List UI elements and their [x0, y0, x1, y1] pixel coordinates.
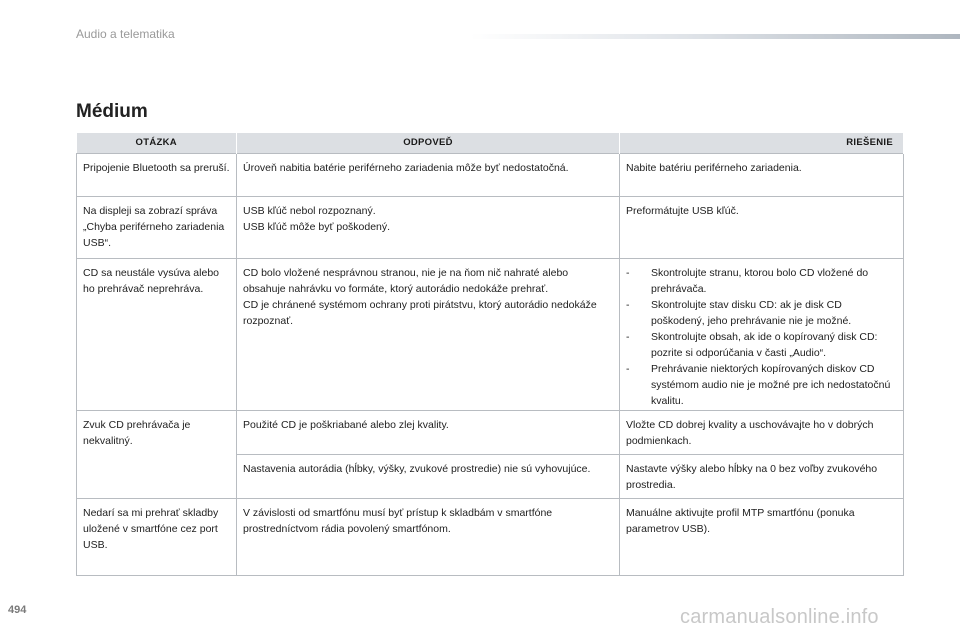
dash-marker: - [626, 299, 630, 311]
table-row [77, 197, 904, 259]
solution-cell: Nastavte výšky alebo hĺbky na 0 bez voľby zvukového prostredia. [620, 455, 904, 499]
header-divider [470, 34, 960, 39]
answer-text: Nastavenia autorádia (hĺbky, výšky, zvukové prostredie) nie sú vyhovujúce. [243, 463, 591, 475]
answer-cell [237, 197, 620, 259]
table-row [77, 154, 904, 197]
dash-marker: - [626, 267, 630, 279]
solution-list-item: - Skontrolujte stav disku CD: ak je disk CD poškodený, jeho prehrávanie nie je možné. [626, 299, 852, 327]
answer-text: Úroveň nabitia batérie periférneho zariadenia môže byť nedostatočná. [243, 162, 569, 174]
solution-cell: Vložte CD dobrej kvality a uschovávajte ho v dobrých podmienkach. [620, 411, 904, 455]
column-header-answer: ODPOVEĎ [237, 133, 620, 154]
answer-text: Použité CD je poškriabané alebo zlej kvality. [243, 419, 449, 431]
table-row [77, 259, 904, 411]
header-title: Audio a telematika [76, 27, 175, 41]
solution-list-item: - Skontrolujte stranu, ktorou bolo CD vložené do prehrávača. [626, 267, 869, 295]
page-number: 494 [8, 604, 27, 616]
table-header-row [77, 133, 904, 154]
solution-list [626, 265, 897, 409]
table-row [77, 411, 904, 455]
table-row [77, 499, 904, 576]
column-header-solution: RIEŠENIE [620, 133, 904, 154]
solution-cell: Manuálne aktivujte profil MTP smartfónu (ponuka parametrov USB). [620, 499, 904, 576]
section-title: Médium [76, 101, 148, 122]
answer-cell [237, 455, 620, 499]
faq-table [76, 133, 904, 576]
question-cell: CD sa neustále vysúva alebo ho prehrávač neprehráva. [77, 259, 237, 411]
solution-list-item: - Prehrávanie niektorých kopírovaných diskov CD systémom audio nie je možné pre ich nedostatočnú kvalitu. [626, 363, 891, 407]
solution-cell: Nabite batériu periférneho zariadenia. [620, 154, 904, 197]
answer-text: USB kľúč môže byť poškodený. [243, 221, 391, 233]
question-cell: Nedarí sa mi prehrať skladby uložené v smartfóne cez port USB. [77, 499, 237, 576]
solution-list-item: - Skontrolujte obsah, ak ide o kopírovaný disk CD: pozrite si odporúčania v časti „Audio“. [626, 331, 878, 359]
answer-cell [237, 499, 620, 576]
dash-marker: - [626, 363, 630, 375]
question-cell: Pripojenie Bluetooth sa preruší. [77, 154, 237, 197]
watermark: carmanualsonline.info [680, 606, 879, 628]
answer-cell [237, 259, 620, 411]
question-cell: Na displeji sa zobrazí správa „Chyba periférneho zariadenia USB“. [77, 197, 237, 259]
dash-marker: - [626, 331, 630, 343]
answer-text: V závislosti od smartfónu musí byť prístup k skladbám v smartfóne prostredníctvom rádia povolený smartfónom. [243, 507, 553, 535]
question-cell: Zvuk CD prehrávača je nekvalitný. [77, 411, 237, 499]
answer-cell [237, 154, 620, 197]
solution-cell: Preformátujte USB kľúč. [620, 197, 904, 259]
answer-text: CD je chránené systémom ochrany proti pirátstvu, ktorý autorádio nedokáže rozpoznať. [243, 299, 597, 327]
column-header-question: OTÁZKA [77, 133, 237, 154]
answer-text: CD bolo vložené nesprávnou stranou, nie je na ňom nič nahraté alebo obsahuje nahrávku vo formáte, ktorý autorádio nedokáže prehrať. [243, 267, 569, 295]
answer-text: USB kľúč nebol rozpoznaný. [243, 205, 376, 217]
solution-cell [620, 259, 904, 411]
answer-cell [237, 411, 620, 455]
